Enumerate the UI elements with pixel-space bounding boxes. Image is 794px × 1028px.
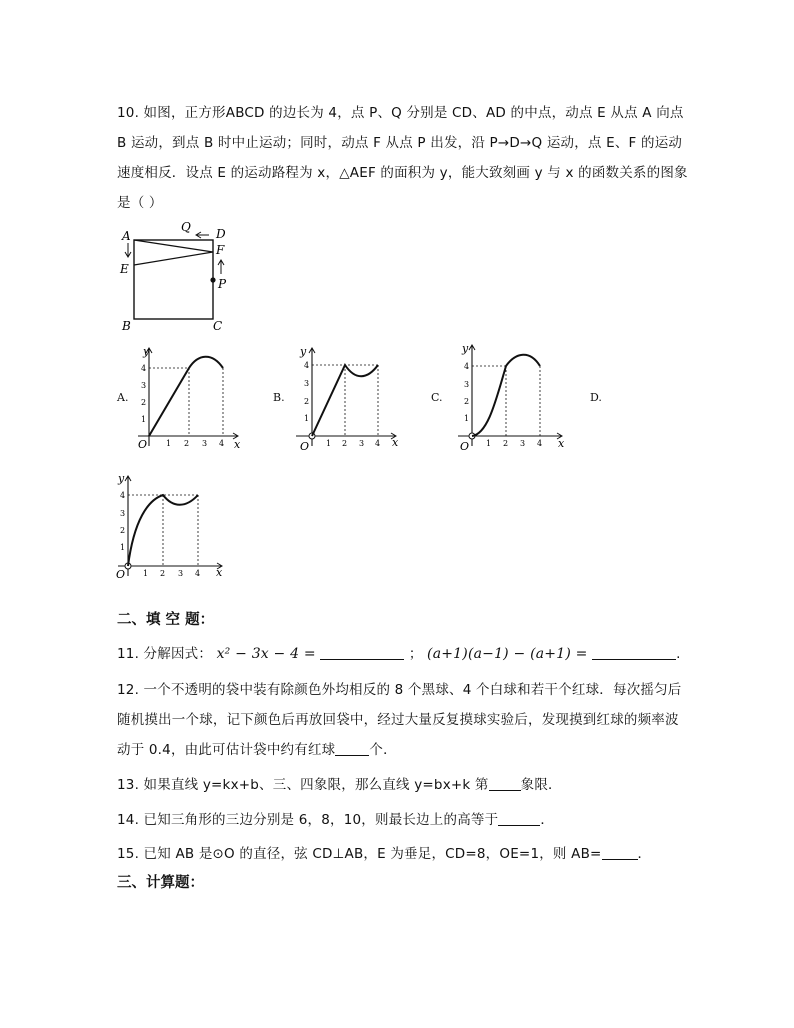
label-q: Q [181,220,191,234]
option-d-label: D. [590,391,602,404]
segment-ef [134,252,213,265]
label-f: F [216,243,225,257]
section-2-title: 二、填 空 题： [117,612,215,628]
svg-text:2: 2 [120,526,126,535]
q14-blank[interactable] [498,811,540,826]
q12-line-1: 12. 一个不透明的袋中装有除颜色外均相反的 8 个黑球、4 个白球和若干个红球．每次摇匀后 [117,682,682,698]
svg-text:x: x [392,436,399,449]
svg-text:2: 2 [160,569,166,578]
svg-text:x: x [558,437,565,450]
q11-blank-2[interactable] [592,645,676,660]
graph-d [114,470,230,582]
svg-text:x: x [234,438,241,451]
svg-text:4: 4 [141,364,147,373]
svg-text:3: 3 [141,381,147,390]
q13-blank[interactable] [489,776,521,791]
svg-text:O: O [116,568,126,581]
svg-text:3: 3 [359,439,365,448]
option-c-label: C. [431,391,443,404]
q10-line-4: 是（ ） [117,195,163,211]
svg-text:y: y [143,345,150,358]
svg-text:2: 2 [464,397,470,406]
label-b: B [122,319,131,333]
q11: 11. 分解因式： x² − 3x − 4 = ； (a+1)(a−1) − (a+1) = . [117,646,681,662]
svg-text:2: 2 [141,398,147,407]
svg-text:O: O [300,440,310,452]
label-d: D [216,227,226,241]
svg-text:4: 4 [375,439,381,448]
q10-line-2: B 运动，到点 B 时中止运动；同时，动点 F 从点 P 出发，沿 P→D→Q 运动，点 E、F 的运动 [117,135,683,151]
svg-text:1: 1 [166,439,172,448]
graph-a [134,342,246,452]
q15: 15. 已知 AB 是⊙O 的直径，弦 CD⊥AB，E 为垂足，CD=8，OE=1，则 AB= ． [117,846,652,862]
svg-text:3: 3 [120,509,126,518]
svg-text:3: 3 [304,379,310,388]
q10-line-1: 10. 如图，正方形ABCD 的边长为 4，点 P、Q 分别是 CD、AD 的中点，动点 E 从点 A 向点 [117,105,684,121]
q13: 13. 如果直线 y=kx+b、三、四象限，那么直线 y=bx+k 第 象限． [117,777,562,793]
svg-text:3: 3 [178,569,184,578]
svg-text:y: y [118,472,125,485]
graph-b [292,342,404,452]
svg-text:2: 2 [184,439,190,448]
svg-text:1: 1 [304,414,310,423]
svg-text:O: O [138,438,148,451]
q12-line-2: 随机摸出一个球，记下颜色后再放回袋中，经过大量反复摸球实验后，发现摸到红球的频率波 [117,712,679,728]
svg-text:4: 4 [464,362,470,371]
svg-text:1: 1 [326,439,332,448]
option-a-label: A. [117,391,129,404]
svg-text:3: 3 [464,380,470,389]
label-c: C [213,319,223,333]
svg-text:2: 2 [304,397,310,406]
point-p [210,277,215,282]
svg-text:4: 4 [537,439,543,448]
q15-blank[interactable] [602,845,638,860]
svg-text:O: O [460,440,470,453]
label-p: P [218,277,227,291]
svg-text:y: y [300,345,307,358]
svg-text:4: 4 [195,569,201,578]
svg-text:1: 1 [143,569,149,578]
q14: 14. 已知三角形的三边分别是 6，8，10，则最长边上的高等于 ． [117,812,555,828]
square-abcd [134,240,213,319]
q11-expr-1: x² − 3x − 4 = [216,646,316,662]
q11-expr-2: (a+1)(a−1) − (a+1) = [427,646,588,662]
svg-text:x: x [216,566,223,579]
svg-text:3: 3 [202,439,208,448]
label-e: E [120,262,129,276]
label-a: A [122,229,131,243]
svg-text:1: 1 [141,415,147,424]
graph-c [452,340,568,454]
svg-text:2: 2 [342,439,348,448]
svg-text:3: 3 [520,439,526,448]
svg-text:4: 4 [120,491,126,500]
svg-text:2: 2 [503,439,509,448]
svg-text:4: 4 [219,439,225,448]
svg-text:1: 1 [486,439,492,448]
section-3-title: 三、计算题： [117,875,204,891]
svg-text:1: 1 [120,543,126,552]
svg-text:4: 4 [304,361,310,370]
q11-blank-1[interactable] [320,645,404,660]
segment-af [134,240,213,252]
q12-line-3: 动于 0.4，由此可估计袋中约有红球 个． [117,742,397,758]
q10-line-3: 速度相反．设点 E 的运动路程为 x，△AEF 的面积为 y，能大致刻画 y 与 x 的函数关系的图象 [117,165,688,181]
option-b-label: B. [273,391,285,404]
svg-text:1: 1 [464,414,470,423]
q12-blank[interactable] [335,741,369,756]
graph-a-curve [149,357,223,436]
svg-text:y: y [462,342,469,355]
square-figure [112,218,242,336]
